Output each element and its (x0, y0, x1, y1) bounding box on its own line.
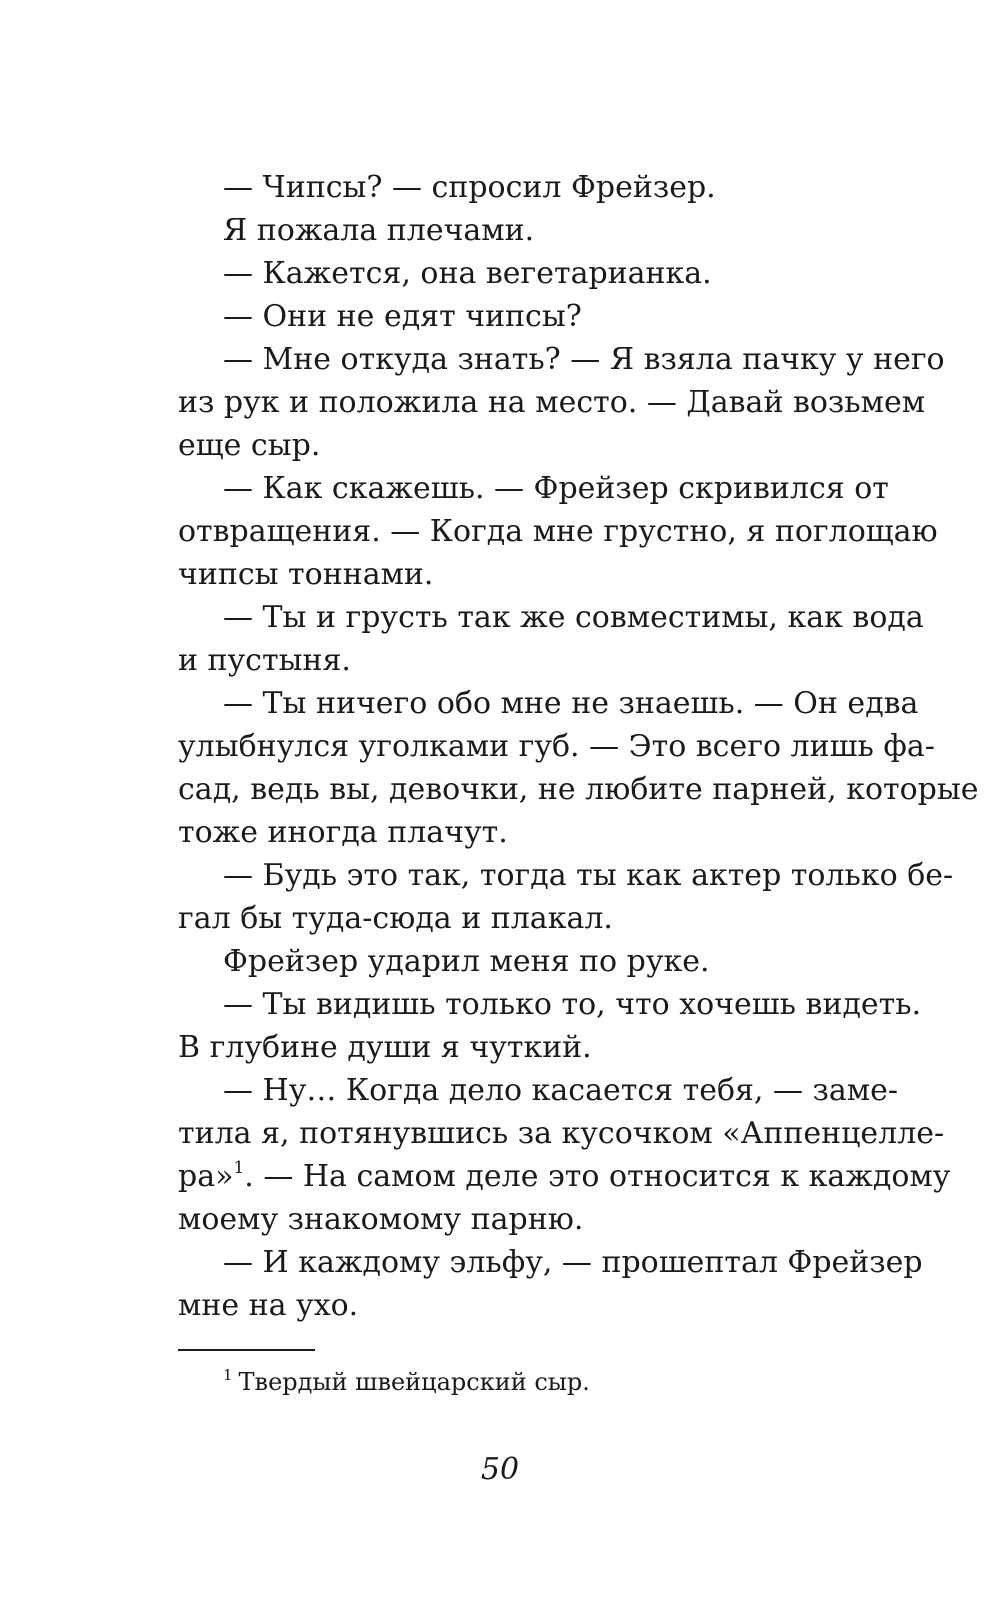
text-line: — Кажется, она вегетарианка. (223, 256, 712, 291)
text-fragment: . — На самом деле это относится к каждому (244, 1159, 951, 1194)
text-line: — И каждому эльфу, — прошептал Фрейзер (223, 1245, 923, 1280)
text-line: чипсы тоннами. (178, 557, 434, 592)
footnote-number: 1 (223, 1366, 233, 1384)
text-line: Я пожала плечами. (223, 213, 535, 248)
footnote-reference[interactable]: 1 (233, 1158, 245, 1178)
text-line: — Будь это так, тогда ты как актер только бе- (223, 858, 954, 893)
text-line: — Они не едят чипсы? (223, 299, 582, 334)
text-line: — Ты и грусть так же совместимы, как вода (223, 600, 924, 635)
text-line: — Как скажешь. — Фрейзер скривился от (223, 471, 889, 506)
text-line: В глубине души я чуткий. (178, 1030, 592, 1065)
text-line: еще сыр. (178, 428, 321, 463)
text-line: сад, ведь вы, девочки, не любите парней, которые (178, 772, 979, 807)
text-line: гал бы туда-сюда и плакал. (178, 901, 613, 936)
text-line: Фрейзер ударил меня по руке. (223, 944, 710, 979)
text-line: отвращения. — Когда мне грустно, я поглощаю (178, 514, 938, 549)
text-line: тила я, потянувшись за кусочком «Аппенцелле- (178, 1116, 945, 1151)
text-line: из рук и положила на место. — Давай возьмем (178, 385, 926, 420)
text-block-upper (178, 166, 979, 1155)
text-line: улыбнулся уголками губ. — Это всего лишь фа- (178, 729, 935, 764)
text-line: и пустыня. (178, 643, 351, 678)
page-number: 50 (480, 1452, 520, 1487)
text-line: — Ты ничего обо мне не знаешь. — Он едва (223, 686, 919, 721)
footnote-text: Твердый швейцарский сыр. (238, 1368, 590, 1396)
page-body (178, 166, 979, 1327)
text-line: — Ты видишь только то, что хочешь видеть. (223, 987, 922, 1022)
text-line: мне на ухо. (178, 1288, 359, 1323)
text-line: моему знакомому парню. (178, 1202, 584, 1237)
footnote (223, 1366, 590, 1398)
text-line-with-footnote-ref (178, 1155, 951, 1198)
text-line: тоже иногда плачут. (178, 815, 508, 850)
text-line: — Ну… Когда дело касается тебя, — заме- (223, 1073, 899, 1108)
text-fragment: ра» (178, 1159, 234, 1194)
footnote-divider (178, 1349, 315, 1351)
text-line: — Чипсы? — спросил Фрейзер. (223, 170, 716, 205)
text-line: — Мне откуда знать? — Я взяла пачку у него (223, 342, 945, 377)
text-block-lower (178, 1198, 923, 1327)
